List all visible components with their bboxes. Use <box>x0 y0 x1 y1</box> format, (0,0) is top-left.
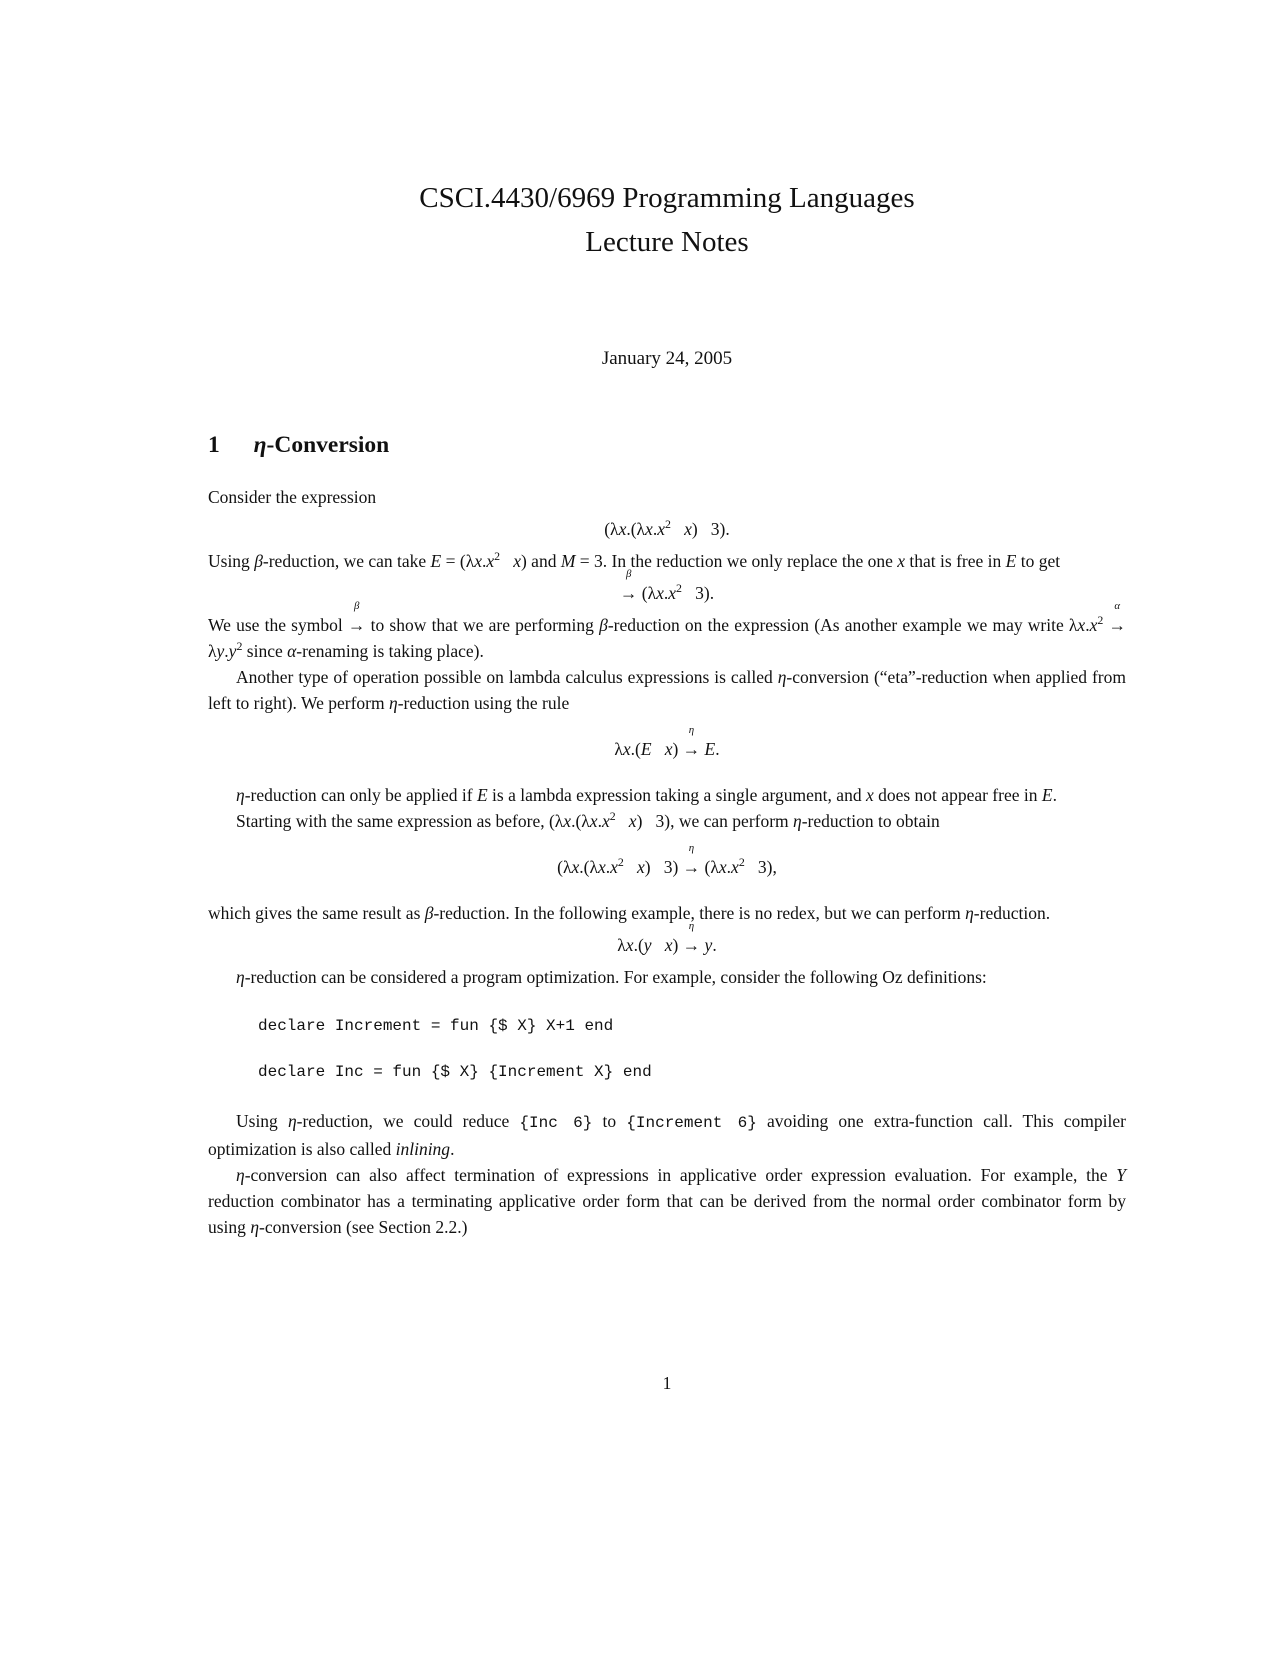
paragraph-inlining: Using η-reduction, we could reduce {Inc 6} to {Increment 6} avoiding one extra-function call. This compiler optimization is also called inlining. <box>208 1111 1126 1159</box>
display-math-no-redex: λx.(y x) → η y. <box>617 920 717 955</box>
document-title <box>208 176 1126 264</box>
code-line-declare-increment: declare Increment = fun {$ X} X+1 end <box>258 1017 614 1035</box>
section-heading <box>208 430 1126 460</box>
paragraph-eta-conversion-intro: Another type of operation possible on lambda calculus expressions is called η-conversion (“eta”-reduction when applied from left to right). We perform η-reduction using the rule <box>208 667 1126 713</box>
display-math-beta-result: → β ($\lambda x.x^2$ 3). <box>619 568 715 603</box>
section-title: η-Conversion <box>253 432 390 458</box>
title-line-1: CSCI.4430/6969 Programming Languages <box>419 182 915 214</box>
page-number: 1 <box>662 1373 672 1393</box>
display-math-expression-1: ($\lambda x.(\lambda x.x^2$ x) 3). <box>604 517 730 539</box>
paragraph-beta-reduction: Using β-reduction, we can take $E = (\lambda x.x^2$ x) and M = 3. In the reduction we only replace the one x that is free in E to get <box>208 549 1061 571</box>
paragraph-same-expression: Starting with the same expression as before, ($\lambda x.(\lambda x.x^2$ x) 3), we can perform η-reduction to obtain <box>236 809 940 831</box>
paragraph-symbol-explanation: We use the symbol → β to show that we are performing β-reduction on the expression (As another example we may write $\lambda x.x^2$ → α $\lambda y.y^2$ since α-renaming is taking place). <box>208 600 1127 661</box>
paragraph-same-result: which gives the same result as β-reduction. In the following example, there is no redex, but we can perform η-reduction. <box>208 903 1051 923</box>
document-date: January 24, 2005 <box>601 348 733 369</box>
paragraph-program-optimization: η-reduction can be considered a program optimization. For example, consider the following Oz definitions: <box>236 967 987 987</box>
display-math-eta-rule: λx.(E x) → η E. <box>614 724 720 759</box>
paragraph-consider-expression: Consider the expression <box>208 487 377 507</box>
section-number: 1 <box>208 432 220 458</box>
title-line-2: Lecture Notes <box>585 226 749 258</box>
paragraph-termination: η-conversion can also affect termination of expressions in applicative order expression evaluation. For example, the Y reduction combinator has a terminating applicative order form that can be derived from the normal order combinator form by using η-conversion (see Section 2.2.) <box>208 1165 1126 1237</box>
paragraph-eta-condition: η-reduction can only be applied if E is a lambda expression taking a single argument, and x does not appear free in E. <box>236 785 1057 805</box>
page-content <box>208 0 1126 1240</box>
display-math-eta-example: ($\lambda x.(\lambda x.x^2$ x) 3) → η ($\lambda x.x^2$ 3), <box>557 842 777 877</box>
code-line-declare-inc: declare Inc = fun {$ X} {Increment X} end <box>258 1063 652 1081</box>
